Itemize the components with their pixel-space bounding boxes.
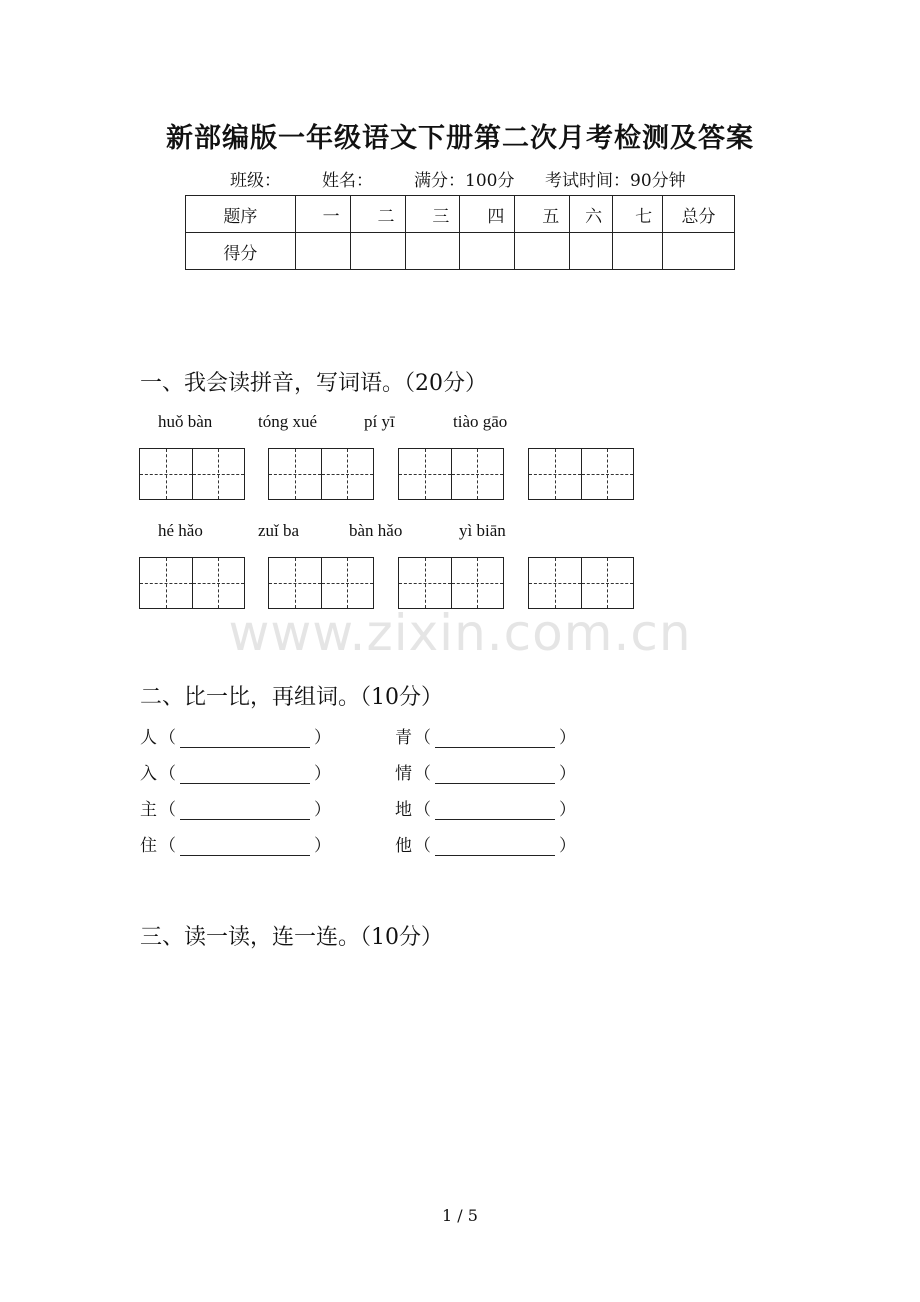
total-label: 总分: [663, 196, 735, 233]
score-table: [185, 195, 735, 270]
pinyin-label: bàn hǎo: [349, 521, 403, 540]
section3-title: 三、读一读，连一连。（10分）: [140, 925, 443, 950]
answer-blank[interactable]: [180, 837, 310, 856]
exam-info: [0, 166, 920, 190]
exam-time: 考试时间：90分钟: [545, 171, 686, 191]
char-label: 他: [395, 836, 412, 856]
column-label: 六: [570, 196, 613, 233]
word-item: 人 （ ）: [140, 724, 333, 748]
row-label: 得分: [186, 233, 296, 270]
column-label: 七: [613, 196, 663, 233]
pinyin-label: hé hǎo: [158, 521, 203, 540]
word-item: 地 （ ）: [395, 796, 578, 820]
name-label: 姓名：: [322, 171, 373, 191]
pinyin-label: tiào gāo: [453, 412, 508, 431]
char-label: 住: [140, 836, 157, 856]
word-item: 情 （ ）: [395, 760, 578, 784]
pinyin-label: huǒ bàn: [158, 412, 213, 431]
score-cell[interactable]: [350, 233, 405, 270]
writing-grid[interactable]: [139, 557, 245, 609]
word-item: 主 （ ）: [140, 796, 333, 820]
word-item: 入 （ ）: [140, 760, 333, 784]
score-cell[interactable]: [663, 233, 735, 270]
score-cell[interactable]: [613, 233, 663, 270]
word-item: 住 （ ）: [140, 832, 333, 856]
char-label: 青: [395, 728, 412, 748]
column-label: 五: [515, 196, 570, 233]
section1-title: 一、我会读拼音，写词语。（20分）: [140, 371, 487, 396]
char-label: 地: [395, 800, 412, 820]
score-cell[interactable]: [515, 233, 570, 270]
word-item: 他 （ ）: [395, 832, 578, 856]
full-score: 满分：100分: [414, 171, 515, 191]
answer-blank[interactable]: [435, 801, 555, 820]
watermark: www.zixin.com.cn: [228, 604, 692, 662]
column-label: 四: [460, 196, 515, 233]
answer-blank[interactable]: [180, 729, 310, 748]
word-item: 青 （ ）: [395, 724, 578, 748]
answer-blank[interactable]: [435, 765, 555, 784]
score-header-row: [186, 196, 735, 233]
section2-title: 二、比一比，再组词。（10分）: [140, 685, 443, 710]
char-label: 情: [395, 764, 412, 784]
column-label: 一: [295, 196, 350, 233]
writing-grid[interactable]: [139, 448, 245, 500]
score-row: [186, 233, 735, 270]
writing-grid[interactable]: [528, 557, 634, 609]
pinyin-label: zuǐ ba: [258, 521, 300, 540]
writing-grid[interactable]: [268, 557, 374, 609]
document-title: 新部编版一年级语文下册第二次月考检测及答案: [166, 123, 754, 154]
writing-grid[interactable]: [268, 448, 374, 500]
writing-grid[interactable]: [528, 448, 634, 500]
class-label: 班级：: [230, 171, 281, 191]
pinyin-label: yì biān: [459, 521, 506, 540]
column-label: 三: [405, 196, 460, 233]
header-label: 题序: [186, 196, 296, 233]
column-label: 二: [350, 196, 405, 233]
page-number: 1 / 5: [442, 1206, 478, 1225]
char-label: 主: [140, 800, 157, 820]
answer-blank[interactable]: [180, 801, 310, 820]
score-cell[interactable]: [295, 233, 350, 270]
pinyin-label: tóng xué: [258, 412, 318, 431]
writing-grid[interactable]: [398, 448, 504, 500]
char-label: 人: [140, 728, 157, 748]
score-cell[interactable]: [405, 233, 460, 270]
answer-blank[interactable]: [180, 765, 310, 784]
char-label: 入: [140, 764, 157, 784]
score-cell[interactable]: [570, 233, 613, 270]
pinyin-label: pí yī: [364, 412, 395, 431]
answer-blank[interactable]: [435, 837, 555, 856]
writing-grid[interactable]: [398, 557, 504, 609]
score-cell[interactable]: [460, 233, 515, 270]
answer-blank[interactable]: [435, 729, 555, 748]
